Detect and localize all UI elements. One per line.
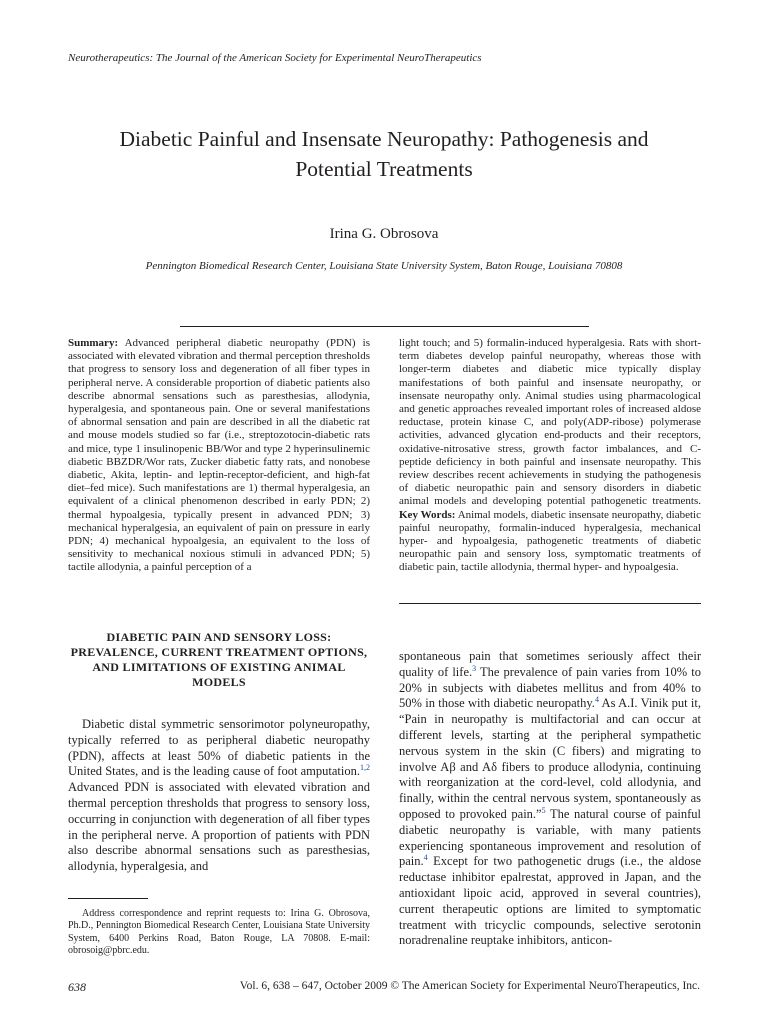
footnote-paragraph	[68, 908, 370, 958]
citation-ref-link[interactable]: 5	[541, 805, 546, 815]
citation-ref-link[interactable]: 1,2	[360, 763, 370, 773]
footer-citation: Vol. 6, 638 – 647, October 2009 © The American Society for Experimental NeuroTherapeutics, Inc.	[239, 980, 700, 992]
body-text: The natural course of painful diabetic neuropathy is variable, with many patients experiencing spontaneous improvement and resolution of pain.	[399, 806, 701, 869]
title-line-1: Diabetic Painful and Insensate Neuropathy: Pathogenesis and	[119, 127, 649, 151]
page-number: 638	[68, 980, 86, 994]
footnote-text: Address correspondence and reprint requests to: Irina G. Obrosova, Ph.D., Pennington Biomedical Research Center, Louisiana State University System, 6400 Perkins Road, Baton Rouge, LA 70808. E-mail:	[68, 908, 370, 944]
citation-ref-link[interactable]: 3	[472, 663, 477, 673]
article-title	[60, 124, 708, 184]
section-heading: DIABETIC PAIN AND SENSORY LOSS: PREVALENCE, CURRENT TREATMENT OPTIONS, AND LIMITATIONS OF EXISTING ANIMAL MODELS	[70, 630, 368, 689]
author-name: Irina G. Obrosova	[329, 226, 439, 242]
keywords-text: Animal models, diabetic insensate neuropathy, diabetic painful neuropathy, formalin-induced hyperalgesia, mechanical hyper- and hypoalgesia, pathogenetic treatments of diabetic neuropathic pain and sensory loss, symptomatic treatments of diabetic pain, tactile allodynia, thermal hyper- and hypoalgesia.	[399, 508, 701, 574]
body-text: As A.I. Vinik put it, “Pain in neuropathy is multifactorial and can occur at different levels, starting at the peripheral sympathetic nervous system in the skin (C fibers) and migrating to involve Aβ and Aδ fibers to produce allodynia, continuing with reorganization at the cord-level, cold allodynia, and finally, within the central nervous system, spontaneously as opposed to provoked pain.”	[399, 696, 701, 821]
abstract-text-right: light touch; and 5) formalin-induced hyperalgesia. Rats with short-term diabetes develop painful neuropathy, whereas those with longer-term diabetes and diabetic mice typically display manifestations of both painful and insensate neuropathy, or insensate neuropathy only. Animal studies using pharmacological and genetic approaches revealed important roles of increased aldose reductase, protein kinase C, and poly(ADP-ribose) polymerase activities, advanced glycation end-products and their receptors, oxidative-nitrosative stress, growth factor imbalances, and C-peptide deficiency in both painful and insensate neuropathy. This review describes recent achievements in studying the pathogenesis of diabetic neuropathic pain and sensory disorders in diabetic animal models and developing potential pathogenetic treatments.	[399, 337, 701, 508]
body-paragraph	[68, 717, 370, 875]
body-text: Diabetic distal symmetric sensorimotor polyneuropathy, typically referred to as peripheral diabetic neuropathy (PDN), affects at least 50% of diabetic patients in the United States, and is the leading cause of foot amputation.	[68, 717, 370, 779]
body-right-column	[399, 649, 701, 949]
citation-ref-link[interactable]: 4	[423, 853, 428, 863]
citation-ref-link[interactable]: 4	[594, 695, 599, 705]
author-affiliation: Pennington Biomedical Research Center, Louisiana State University System, Baton Rouge, Louisiana 70808	[145, 260, 623, 272]
summary-label: Summary:	[68, 337, 119, 349]
body-text: The prevalence of pain varies from 10% to 20% in subjects with diabetes mellitus and from 40% to 50% in those with diabetic neuropathy.	[399, 664, 701, 711]
title-line-2: Potential Treatments	[295, 157, 473, 181]
abstract-text-left: Advanced peripheral diabetic neuropathy (PDN) is associated with elevated vibration and thermal perception thresholds that progress to sensory loss and degeneration of all fiber types in peripheral nerve. A considerable proportion of diabetic patients also describe abnormal sensations such as paresthesias, allodynia, hyperalgesia, and spontaneous pain. One or several manifestations of abnormal sensation and pain are described in all the diabetic rat and mouse models studied so far (i.e., streptozotocin-diabetic rats and mice, type 1 insulinopenic BB/Wor and type 2 hyperinsulinemic diabetic BBZDR/Wor rats, Zucker diabetic fatty rats, and nonobese diabetic, Akita, leptin- and leptin-receptor-deficient, and high-fat diet–fed mice). Such manifestations are 1) thermal hyperalgesia, an equivalent of a clinical phenomenon described in early PDN; 2) thermal hypoalgesia, typically present in advanced PDN; 3) mechanical hyperalgesia, an equivalent of pain on pressure in early PDN; 4) mechanical hypoalgesia, an equivalent to the loss of sensitivity to mechanical noxious stimuli in advanced PDN; 5) tactile allodynia, a painful perception of a	[68, 337, 370, 574]
footnote-rule	[68, 898, 148, 899]
correspondence-footnote	[68, 908, 370, 958]
body-text: Except for two pathogenetic drugs (i.e., the aldose reductase inhibitor epalrestat, approved in Japan, and the antioxidant lipoic acid, approved in several countries), current therapeutic options are limited to symptomatic treatment with tricyclic compounds, selective serotonin noradrenaline reuptake inhibitors, anticon-	[399, 854, 701, 948]
abstract-right-column	[399, 337, 701, 575]
footnote-end: .	[146, 945, 150, 957]
keywords-label: Key Words:	[399, 508, 456, 521]
journal-header: Neurotherapeutics: The Journal of the American Society for Experimental NeuroTherapeutics	[68, 52, 482, 64]
email-link[interactable]: obrosoig@pbrc.edu	[68, 945, 147, 957]
abstract-left-column	[68, 337, 370, 575]
body-left-column	[68, 717, 370, 875]
abstract-bottom-rule	[399, 603, 701, 604]
body-paragraph	[399, 649, 701, 949]
body-text: Advanced PDN is associated with elevated vibration and thermal perception thresholds that progress to sensory loss, occurring in conjunction with degeneration of all fiber types in the peripheral nerve. A proportion of patients with PDN also describe abnormal sensations such as paresthesias, allodynia, hyperalgesia, and	[68, 780, 370, 874]
body-text: spontaneous pain that sometimes seriously affect their quality of life.	[399, 649, 701, 679]
abstract-top-rule	[180, 326, 589, 327]
